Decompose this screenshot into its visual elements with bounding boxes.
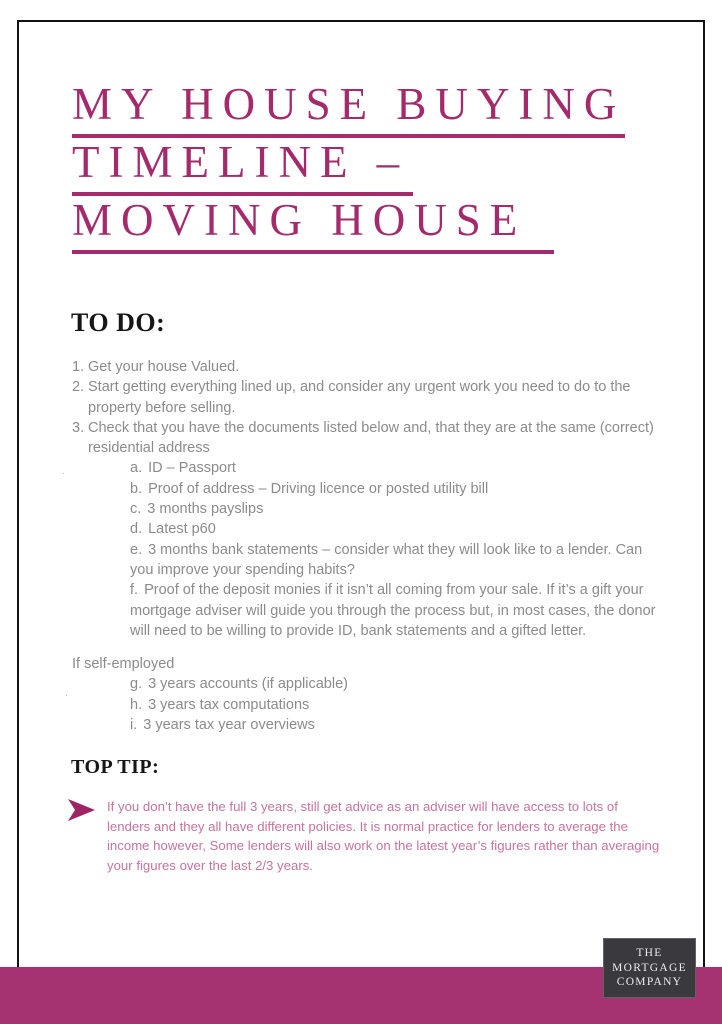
stray-mark: . xyxy=(62,466,65,477)
todo-item-text: Start getting everything lined up, and consider any urgent work you need to do to the property before selling. xyxy=(88,379,631,416)
document-item-e xyxy=(130,540,666,581)
todo-item-text: Get your house Valued. xyxy=(88,359,240,375)
todo-heading: TO DO: xyxy=(71,308,166,337)
self-employed-item-i xyxy=(130,715,666,735)
document-item-text: 3 months bank statements – consider what they will look like to a lender. Can you improve your spending habits? xyxy=(130,541,643,578)
toptip-heading: TOP TIP: xyxy=(71,756,160,778)
document-item-text: Proof of address – Driving licence or posted utility bill xyxy=(148,480,489,497)
stray-mark: . xyxy=(65,688,68,699)
list-marker: a. xyxy=(130,460,143,477)
title-line-3: MOVING HOUSE xyxy=(72,196,625,254)
todo-item-1 xyxy=(72,357,656,377)
document-item-f xyxy=(130,580,666,641)
list-marker: e. xyxy=(130,541,143,558)
list-marker: 3. xyxy=(72,419,85,436)
document-item-a xyxy=(130,458,666,478)
self-employed-item-text: 3 years tax computations xyxy=(148,696,310,713)
list-marker: g. xyxy=(130,676,143,693)
list-marker: b. xyxy=(130,480,143,497)
title-line-2: TIMELINE – xyxy=(72,138,625,196)
todo-item-text: Check that you have the documents listed below and, that they are at the same (correct) residential address xyxy=(88,419,654,457)
top-tip-row xyxy=(68,797,664,875)
list-marker: i. xyxy=(130,717,138,734)
self-employed-sub-list xyxy=(130,674,666,735)
list-marker: f. xyxy=(130,582,139,599)
list-marker: 1. xyxy=(72,359,85,375)
self-employed-label: If self-employed xyxy=(72,656,175,673)
todo-list xyxy=(72,357,656,735)
todo-item-3 xyxy=(72,418,656,459)
logo-line-1: THE xyxy=(636,947,663,960)
document-item-c xyxy=(130,499,666,519)
todo-item-2 xyxy=(72,377,656,418)
title-line-1: MY HOUSE BUYING xyxy=(72,80,625,138)
self-employed-item-g xyxy=(130,674,666,694)
right-arrowhead-icon xyxy=(68,799,95,821)
self-employed-item-h xyxy=(130,695,666,715)
self-employed-item-text: 3 years tax year overviews xyxy=(143,717,315,734)
list-marker: h. xyxy=(130,696,143,713)
document-item-text: 3 months payslips xyxy=(147,501,264,518)
self-employed-item-text: 3 years accounts (if applicable) xyxy=(148,676,348,693)
page-title xyxy=(72,80,625,254)
documents-sub-list xyxy=(130,458,666,641)
list-marker: 2. xyxy=(72,379,85,396)
document-item-b xyxy=(130,479,666,499)
document-item-text: Latest p60 xyxy=(148,521,216,538)
list-marker: c. xyxy=(130,501,142,518)
logo-line-3: COMPANY xyxy=(616,976,683,989)
document-item-d xyxy=(130,519,666,539)
document-item-text: Proof of the deposit monies if it isn’t all coming from your sale. If it’s a gift your mortgage adviser will guide you through the process but, in most cases, the donor will need to be willing to provide ID, bank statements and a gifted letter. xyxy=(130,582,656,639)
list-marker: d. xyxy=(130,521,143,538)
logo-line-2: MORTGAGE xyxy=(612,961,687,974)
top-tip-text: If you don’t have the full 3 years, still get advice as an adviser will have access to lots of lenders and they all have different policies. It is normal practice for lenders to average the income however, Some lenders will also work on the latest year’s figures rather than averaging your figures over the last 2/3 years. xyxy=(107,799,660,873)
document-item-text: ID – Passport xyxy=(148,460,236,477)
company-logo xyxy=(603,938,696,998)
